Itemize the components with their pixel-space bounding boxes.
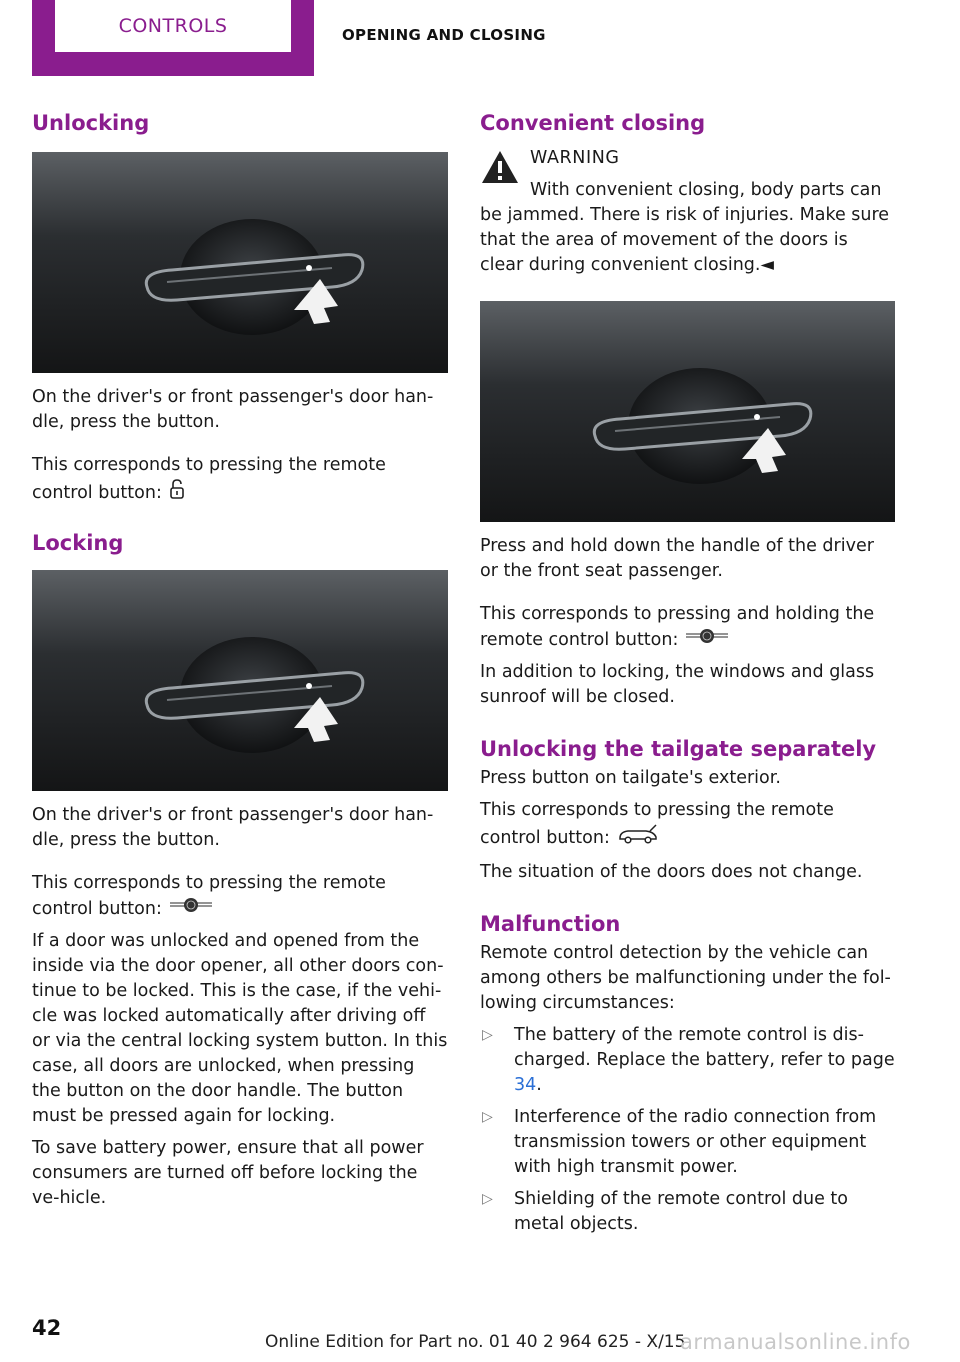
watermark: armanualsonline.info <box>680 1330 911 1354</box>
door-handle-photo-closing <box>480 301 895 522</box>
locking-text-1: On the driver's or front passenger's door han‐dle, press the button. <box>32 805 434 850</box>
tailgate-text-3: The situation of the doors does not change. <box>480 862 863 882</box>
left-column <box>32 108 448 1211</box>
page-number: 42 <box>32 1316 62 1340</box>
page-link[interactable]: 34 <box>514 1075 537 1095</box>
mini-logo-icon <box>684 627 730 653</box>
section-label: OPENING AND CLOSING <box>342 26 546 44</box>
list-item: ▷ The battery of the remote control is dis‐charged. Replace the battery, refer to page 34. <box>482 1025 895 1095</box>
malfunction-intro: Remote control detection by the vehicle can among others be malfunctioning under the fol‐lowing circumstances: <box>480 943 891 1013</box>
bullet-triangle-icon: ▷ <box>482 1191 493 1207</box>
warning-icon <box>480 149 520 185</box>
bullet-triangle-icon: ▷ <box>482 1027 493 1043</box>
mini-logo-icon <box>168 896 214 922</box>
tailgate-text-1: Press button on tailgate's exterior. <box>480 768 781 788</box>
unlock-icon <box>168 478 186 508</box>
warning-title: WARNING <box>530 148 620 168</box>
convenient-text-1: Press and hold down the handle of the driver or the front seat passenger. <box>480 536 874 581</box>
heading-malfunction: Malfunction <box>480 912 621 936</box>
convenient-text-2: This corresponds to pressing and holding the remote control button: <box>480 602 896 653</box>
tailgate-text-2: This corresponds to pressing the remote control button: <box>480 798 896 853</box>
locking-text-2: This corresponds to pressing the remote control button: <box>32 871 448 922</box>
warning-block <box>480 146 896 278</box>
list-item: ▷ Shielding of the remote control due to metal objects. <box>482 1189 848 1234</box>
unlocking-text-2: This corresponds to pressing the remote control button: <box>32 453 448 508</box>
chapter-tab-label: CONTROLS <box>55 0 291 52</box>
heading-locking: Locking <box>32 531 124 555</box>
list-item: ▷ Interference of the radio connection from transmission towers or other equipment with high transmit power. <box>482 1107 877 1177</box>
right-column <box>480 108 896 1237</box>
chapter-tab <box>32 0 314 76</box>
door-handle-photo-unlocking <box>32 152 448 373</box>
door-handle-photo-locking <box>32 570 448 791</box>
heading-unlocking-tailgate: Unlocking the tailgate separately <box>480 737 877 761</box>
convenient-text-3: In addition to locking, the windows and glass sunroof will be closed. <box>480 662 875 707</box>
locking-text-3: If a door was unlocked and opened from the inside via the door opener, all other doors con‐tinue to be locked. This is the case, if the vehi‐cle was locked automatically after driving off or via the central locking system button. In this case, all doors are unlocked, when pressing the button on the door handle. The button must be pressed again for locking. <box>32 931 448 1126</box>
footer-edition: Online Edition for Part no. 01 40 2 964 625 - X/15 <box>265 1332 686 1352</box>
heading-convenient-closing: Convenient closing <box>480 111 706 135</box>
unlocking-text-1: On the driver's or front passenger's door han‐dle, press the button. <box>32 387 434 432</box>
warning-text-first: With convenient closing, body parts can <box>530 180 882 200</box>
locking-text-4: To save battery power, ensure that all power consumers are turned off before locking the ve‐hicle. <box>32 1138 424 1208</box>
heading-unlocking: Unlocking <box>32 111 150 135</box>
tailgate-icon <box>616 823 660 853</box>
bullet-triangle-icon: ▷ <box>482 1109 493 1125</box>
warning-text-rest: be jammed. There is risk of injuries. Make sure that the area of movement of the doors is clear during convenient closing.◄ <box>480 205 890 275</box>
